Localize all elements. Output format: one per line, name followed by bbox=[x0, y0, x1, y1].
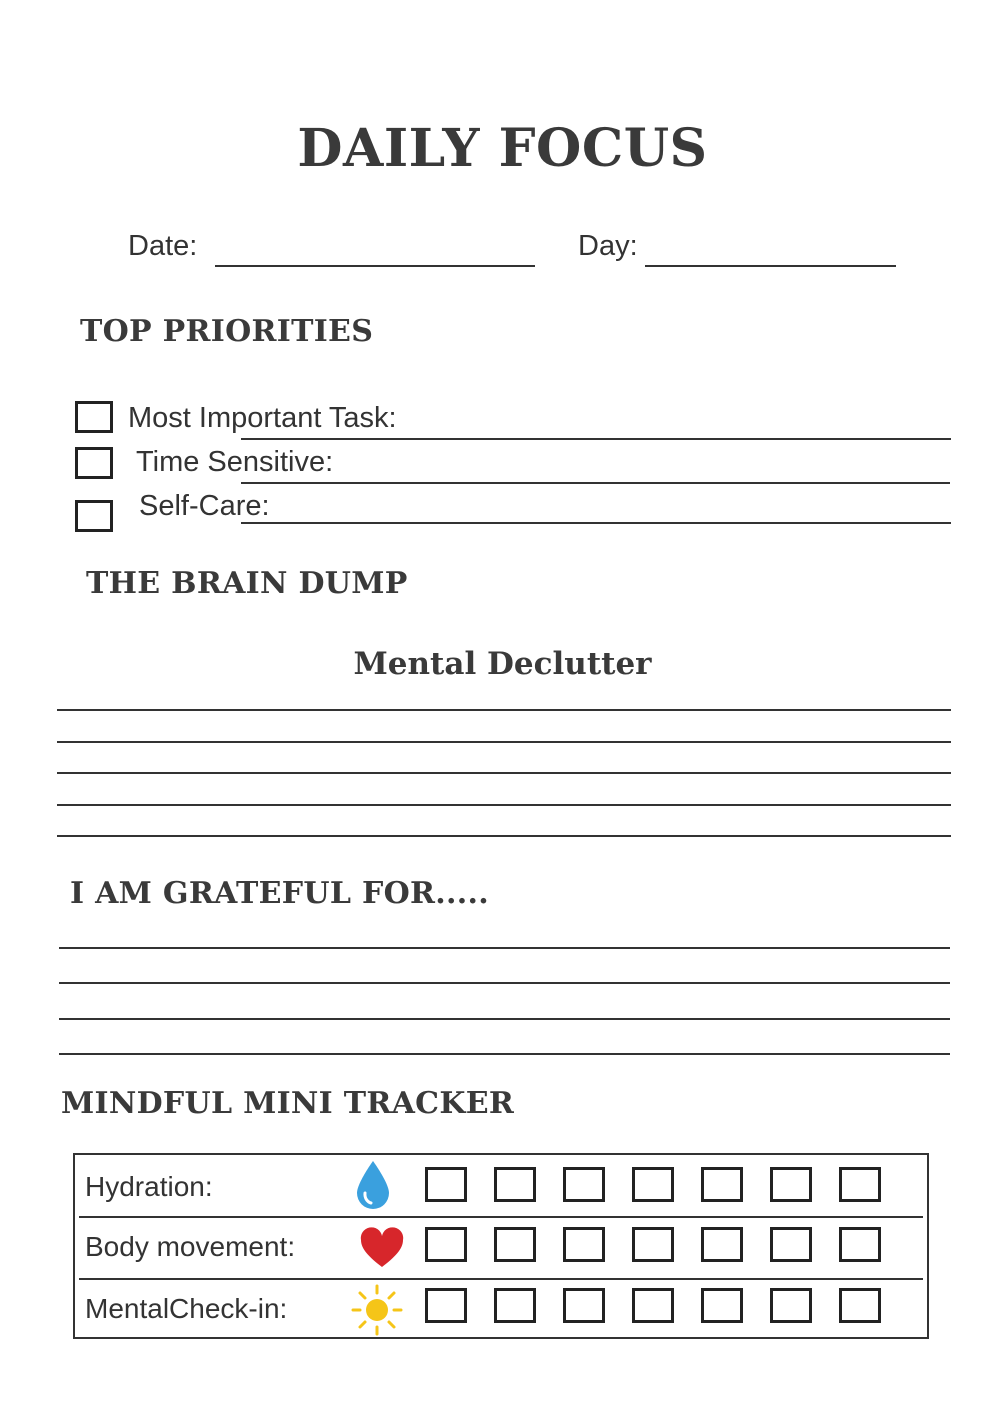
tracker-box-hydration-day-4[interactable] bbox=[632, 1167, 674, 1202]
tracker-box-mental-check-in-day-5[interactable] bbox=[701, 1288, 743, 1323]
priority-label-self-care: Self-Care: bbox=[139, 490, 270, 522]
tracker-box-hydration-day-6[interactable] bbox=[770, 1167, 812, 1202]
tracker-row-mental-check-in bbox=[75, 1279, 927, 1340]
brain-dump-heading: THE BRAIN DUMP bbox=[86, 566, 408, 601]
priority-checkbox-time-sensitive[interactable] bbox=[75, 447, 113, 479]
tracker-box-hydration-day-3[interactable] bbox=[563, 1167, 605, 1202]
tracker-row-hydration bbox=[75, 1155, 927, 1216]
tracker-box-body-movement-day-2[interactable] bbox=[494, 1227, 536, 1262]
tracker-box-body-movement-day-7[interactable] bbox=[839, 1227, 881, 1262]
tracker-label-mental-check-in: MentalCheck-in: bbox=[85, 1293, 288, 1324]
grateful-heading: I AM GRATEFUL FOR..... bbox=[70, 876, 489, 911]
tracker-table bbox=[73, 1153, 929, 1339]
water-drop-icon bbox=[355, 1159, 391, 1216]
date-label: Date: bbox=[128, 230, 198, 262]
grateful-line[interactable] bbox=[59, 982, 950, 984]
tracker-box-mental-check-in-day-2[interactable] bbox=[494, 1288, 536, 1323]
brain-dump-line[interactable] bbox=[57, 835, 951, 837]
tracker-box-body-movement-day-1[interactable] bbox=[425, 1227, 467, 1262]
tracker-label-body-movement: Body movement: bbox=[85, 1231, 296, 1262]
priority-line-most-important[interactable] bbox=[241, 438, 951, 440]
tracker-box-body-movement-day-3[interactable] bbox=[563, 1227, 605, 1262]
tracker-box-mental-check-in-day-4[interactable] bbox=[632, 1288, 674, 1323]
mental-declutter-subheading: Mental Declutter bbox=[353, 646, 652, 682]
tracker-label-hydration: Hydration: bbox=[85, 1171, 213, 1202]
tracker-heading: MINDFUL MINI TRACKER bbox=[61, 1086, 515, 1121]
priority-checkbox-self-care[interactable] bbox=[75, 500, 113, 532]
day-field-line[interactable] bbox=[645, 265, 896, 267]
priority-line-time-sensitive[interactable] bbox=[241, 482, 950, 484]
grateful-line[interactable] bbox=[59, 947, 950, 949]
priority-label-time-sensitive: Time Sensitive: bbox=[136, 446, 334, 478]
tracker-box-hydration-day-7[interactable] bbox=[839, 1167, 881, 1202]
brain-dump-line[interactable] bbox=[57, 709, 951, 711]
page-title: DAILY FOCUS bbox=[297, 118, 708, 179]
tracker-box-mental-check-in-day-3[interactable] bbox=[563, 1288, 605, 1323]
sun-icon bbox=[350, 1283, 404, 1342]
tracker-box-hydration-day-2[interactable] bbox=[494, 1167, 536, 1202]
tracker-box-hydration-day-1[interactable] bbox=[425, 1167, 467, 1202]
tracker-box-body-movement-day-4[interactable] bbox=[632, 1227, 674, 1262]
grateful-line[interactable] bbox=[59, 1053, 950, 1055]
date-field-line[interactable] bbox=[215, 265, 535, 267]
priority-label-most-important: Most Important Task: bbox=[128, 402, 397, 434]
top-priorities-heading: TOP PRIORITIES bbox=[80, 314, 374, 349]
tracker-row-body-movement bbox=[75, 1217, 927, 1278]
tracker-box-mental-check-in-day-7[interactable] bbox=[839, 1288, 881, 1323]
brain-dump-line[interactable] bbox=[57, 804, 951, 806]
priority-line-self-care[interactable] bbox=[241, 522, 951, 524]
tracker-box-hydration-day-5[interactable] bbox=[701, 1167, 743, 1202]
tracker-box-mental-check-in-day-1[interactable] bbox=[425, 1288, 467, 1323]
brain-dump-line[interactable] bbox=[57, 772, 951, 774]
brain-dump-line[interactable] bbox=[57, 741, 951, 743]
grateful-line[interactable] bbox=[59, 1018, 950, 1020]
tracker-box-body-movement-day-5[interactable] bbox=[701, 1227, 743, 1262]
day-label: Day: bbox=[578, 230, 638, 262]
tracker-box-mental-check-in-day-6[interactable] bbox=[770, 1288, 812, 1323]
heart-icon bbox=[359, 1227, 405, 1274]
priority-checkbox-most-important[interactable] bbox=[75, 401, 113, 433]
tracker-box-body-movement-day-6[interactable] bbox=[770, 1227, 812, 1262]
